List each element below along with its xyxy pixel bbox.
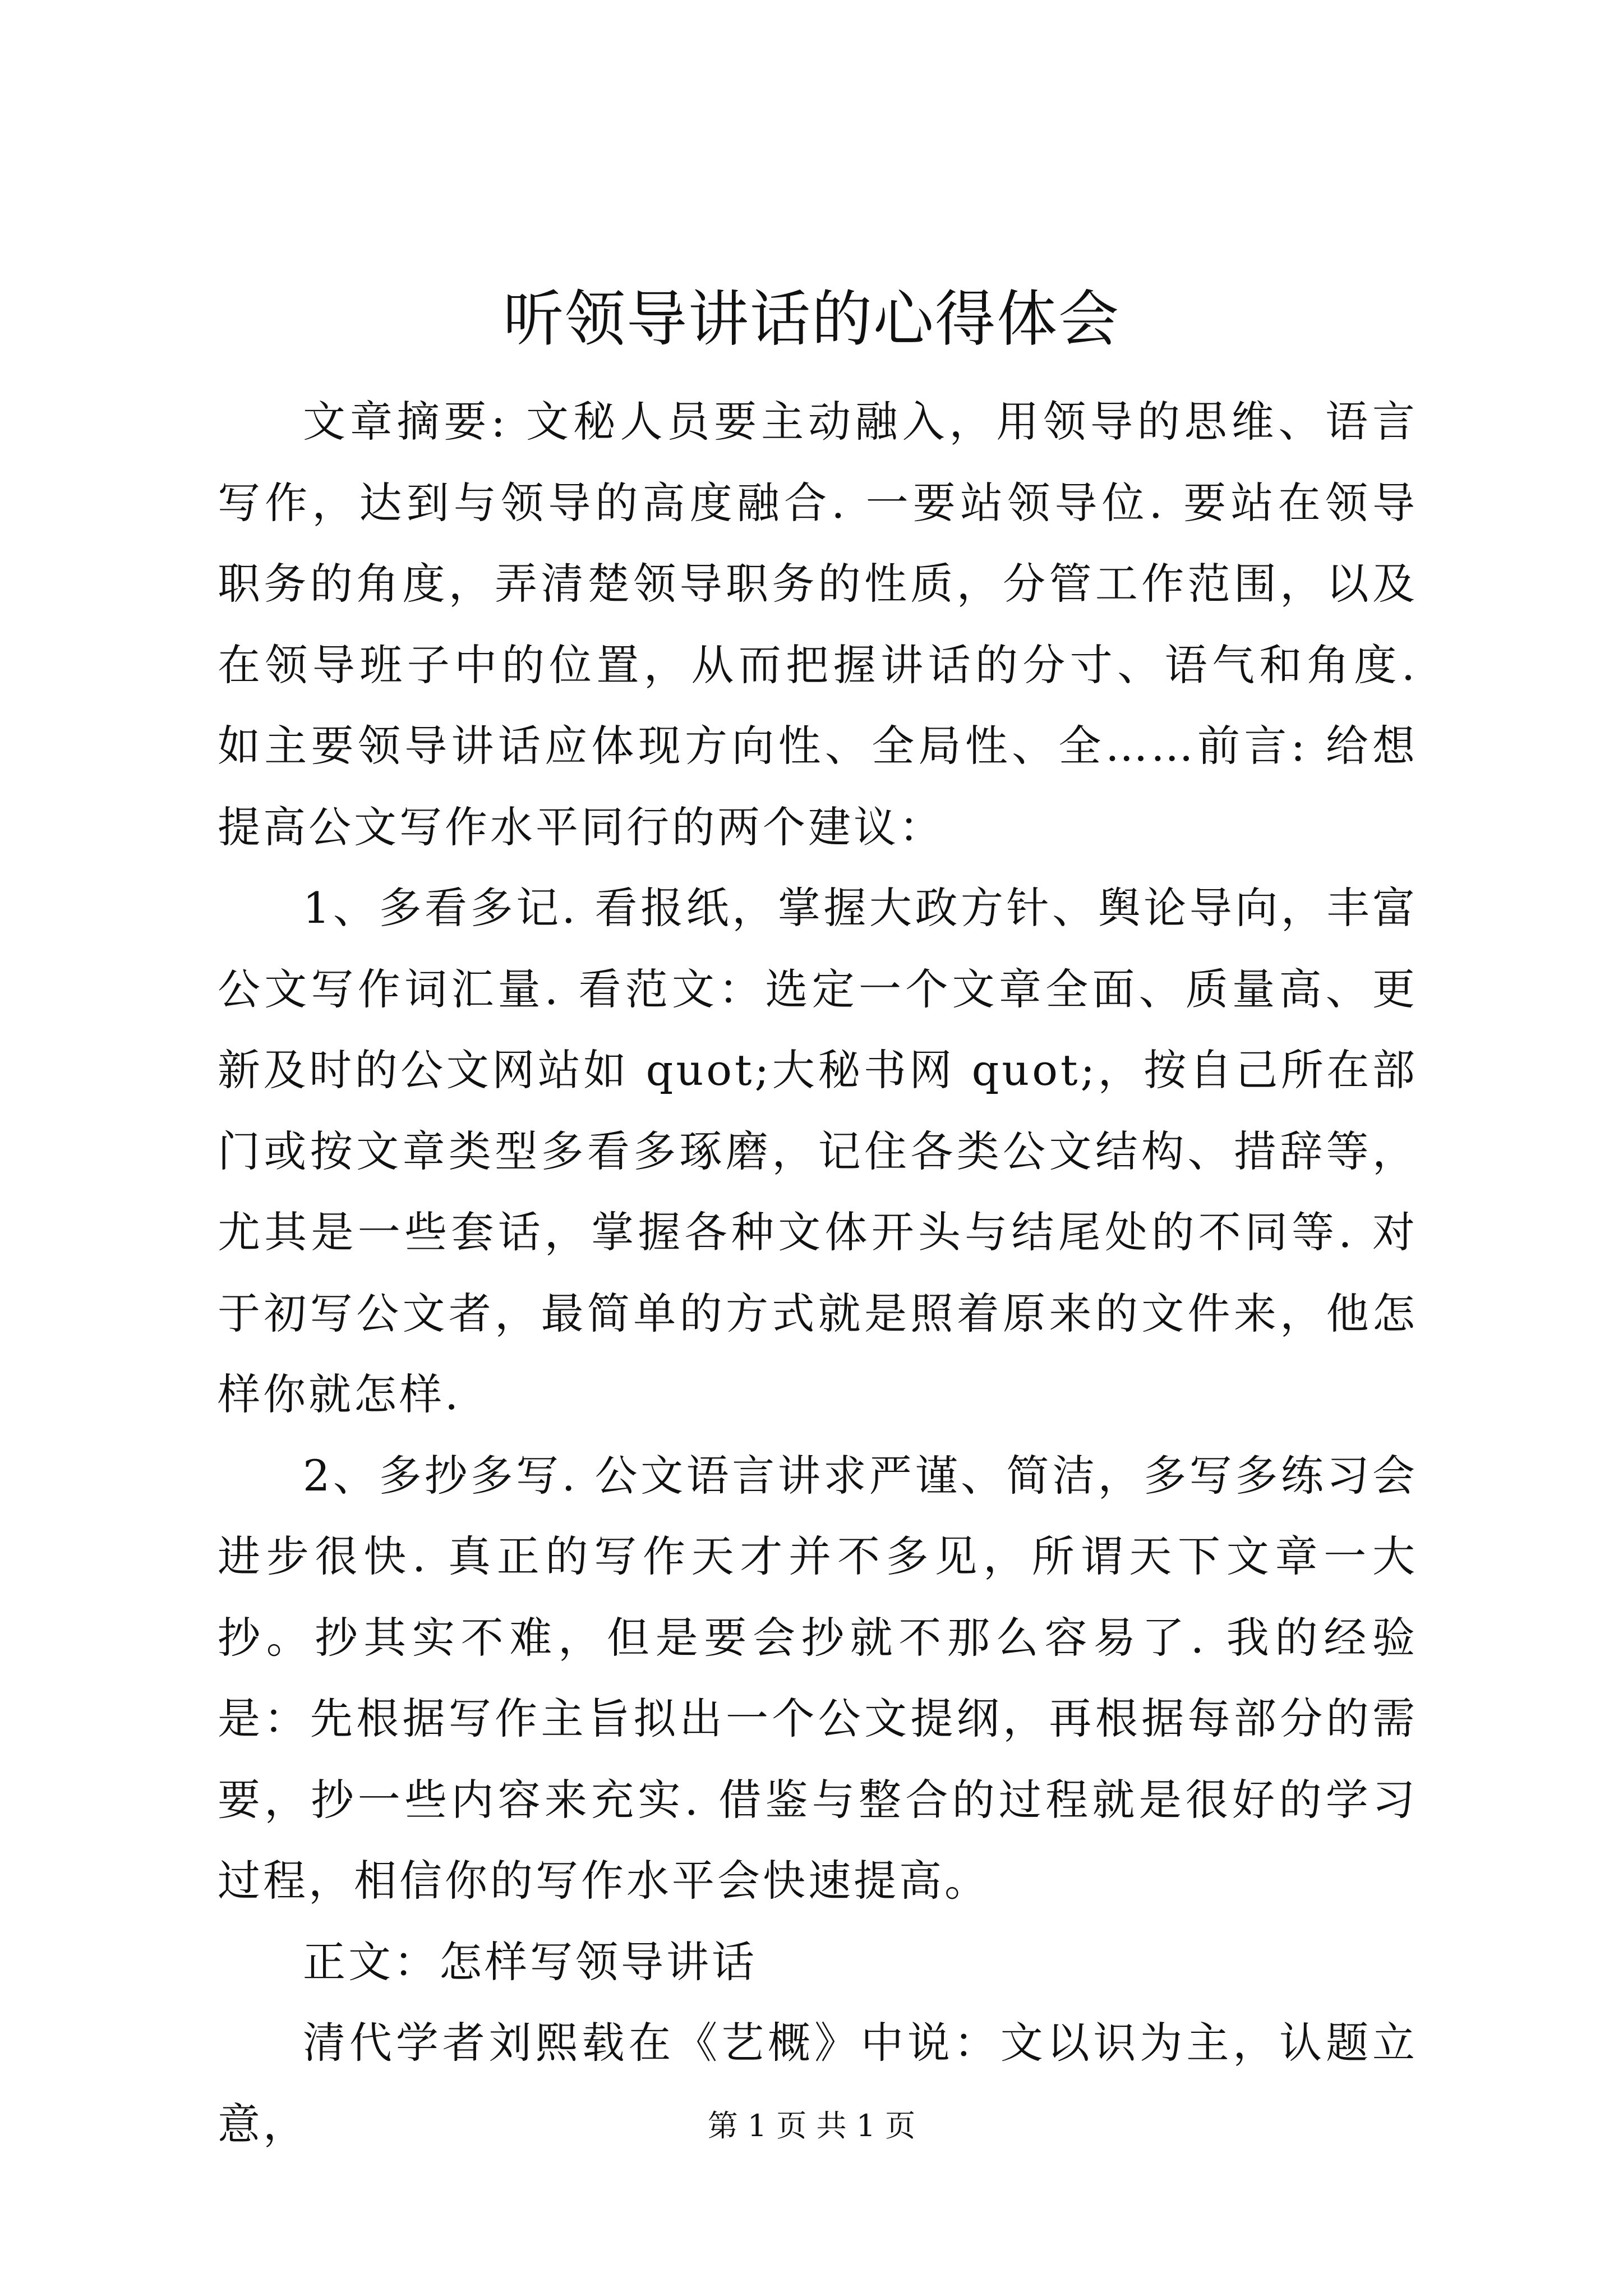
paragraph-suggestion-2: 2、多抄多写. 公文语言讲求严谨、简洁，多写多练习会进步很快. 真正的写作天才并不多见，所谓天下文章一大抄。抄其实不难，但是要会抄就不那么容易了. 我的经验是：先根据写作主旨拟出一个公文提纲，再根据每部分的需要，抄一些内容来充实. 借鉴与整合的过程就是很好的学习过程，相信你的写作水平会快速提高。 — [218, 1450, 1418, 1906]
document-body — [218, 381, 1418, 2165]
page-footer: 第 1 页 共 1 页 — [707, 2108, 916, 2143]
paragraph-abstract: 文章摘要: 文秘人员要主动融入，用领导的思维、语言写作，达到与领导的高度融合. 一要站领导位. 要站在领导职务的角度，弄清楚领导职务的性质，分管工作范围，以及在领导班子中的位置，从而把握讲话的分寸、语气和角度. 如主要领导讲话应体现方向性、全局性、全……前言: 给想提高公文写作水平同行的两个建议： — [218, 397, 1418, 852]
paragraph-main-heading: 正文：怎样写领导讲话 — [303, 1936, 757, 1987]
paragraph-main-text: 清代学者刘熙载在《艺概》中说：文以识为主，认题立意， — [218, 2018, 1418, 2149]
document-title: 听领导讲话的心得体会 — [502, 284, 1120, 355]
paragraph-suggestion-1: 1、多看多记. 看报纸，掌握大政方针、舆论导向，丰富公文写作词汇量. 看范文：选定一个文章全面、质量高、更新及时的公文网站如 quot;大秘书网 quot;，按自己所在部门或按文章类型多看多琢磨，记住各类公文结构、措辞等，尤其是一些套话，掌握各种文体开头与结尾处的不同等. 对于初写公文者，最简单的方式就是照着原来的文件来，他怎样你就怎样. — [218, 883, 1418, 1419]
